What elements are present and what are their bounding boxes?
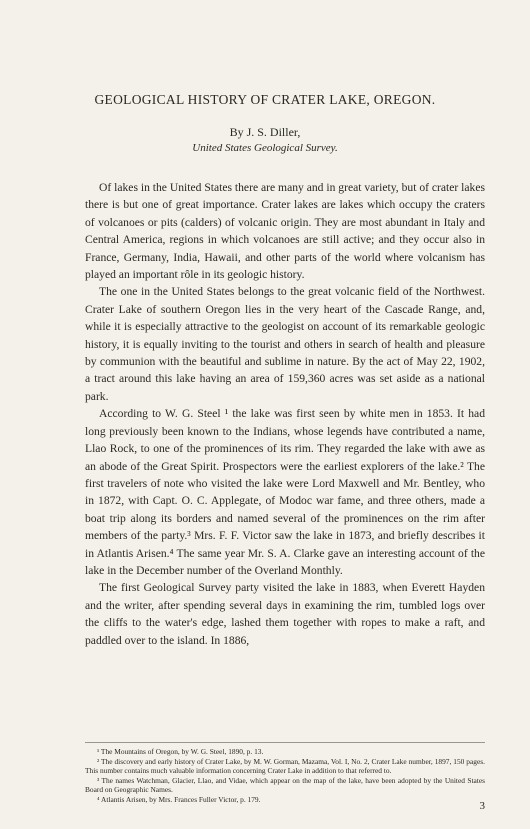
author-line: By J. S. Diller,	[229, 125, 301, 139]
article-title: GEOLOGICAL HISTORY OF CRATER LAKE, OREGON.	[94, 92, 436, 107]
footnote-divider	[85, 742, 485, 743]
footnotes	[85, 747, 485, 805]
article-body	[85, 179, 485, 649]
footnote: ⁴ Atlantis Arisen, by Mrs. Frances Fuller Victor, p. 179.	[97, 794, 261, 804]
paragraph: The one in the United States belongs to the great volcanic field of the Northwest. Crater Lake of southern Oregon lies in the very heart of the Cascade Range, and, while it is especially attractive to the geologist on account of its remarkable geologic history, it is equally inviting to the tourist and others in search of health and pleasure by communion with the beautiful and sublime in nature. By the act of May 22, 1902, a tract around this lake having an area of 159,360 acres was set aside as a national park.	[85, 285, 485, 403]
paragraph: Of lakes in the United States there are many and in great variety, but of crater lakes there is but one of great importance. Crater lakes are lakes which occupy the craters of volcanoes or pits (calders) of volcanic origin. They are most abundant in Italy and Central America, regions in which volcanoes are still active; and they occur also in France, Germany, India, Hawaii, and other parts of the world where volcanism has played an important rôle in its geologic history.	[85, 181, 485, 282]
footnote: ² The discovery and early history of Crater Lake, by M. W. Gorman, Mazama, Vol. I, No. 2, Crater Lake number, 1897, 150 pages. This number contains much valuable information concerning Crater Lake in addition to that referred to.	[85, 756, 485, 776]
author-affiliation: United States Geological Survey.	[192, 142, 338, 154]
paragraph: According to W. G. Steel ¹ the lake was first seen by white men in 1853. It had long previously been known to the Indians, whose legends have contributed a name, Llao Rock, to one of the prominences of its rim. They regarded the lake with awe as an abode of the Great Spirit. Prospectors were the earliest explorers of the lake.² The first travelers of note who visited the lake were Lord Maxwell and Mr. Bentley, who in 1872, with Capt. O. C. Applegate, of Modoc war fame, and three others, made a boat trip along its borders and named several of the prominences on the rim after members of the party.³ Mrs. F. F. Victor saw the lake in 1873, and briefly describes it in Atlantis Arisen.⁴ The same year Mr. S. A. Clarke gave an interesting account of the lake in the December number of the Overland Monthly.	[85, 407, 485, 577]
paragraph: The first Geological Survey party visited the lake in 1883, when Everett Hayden and the writer, after spending several days in examining the rim, tumbled logs over the cliffs to the water's edge, lashed them together with ropes to make a raft, and paddled over to the island. In 1886,	[85, 581, 485, 647]
page-number: 3	[479, 800, 485, 812]
footnote: ³ The names Watchman, Glacier, Llao, and Vidae, which appear on the map of the lake, have been adopted by the United States Board on Geographic Names.	[85, 775, 485, 795]
footnote: ¹ The Mountains of Oregon, by W. G. Steel, 1890, p. 13.	[97, 747, 264, 756]
